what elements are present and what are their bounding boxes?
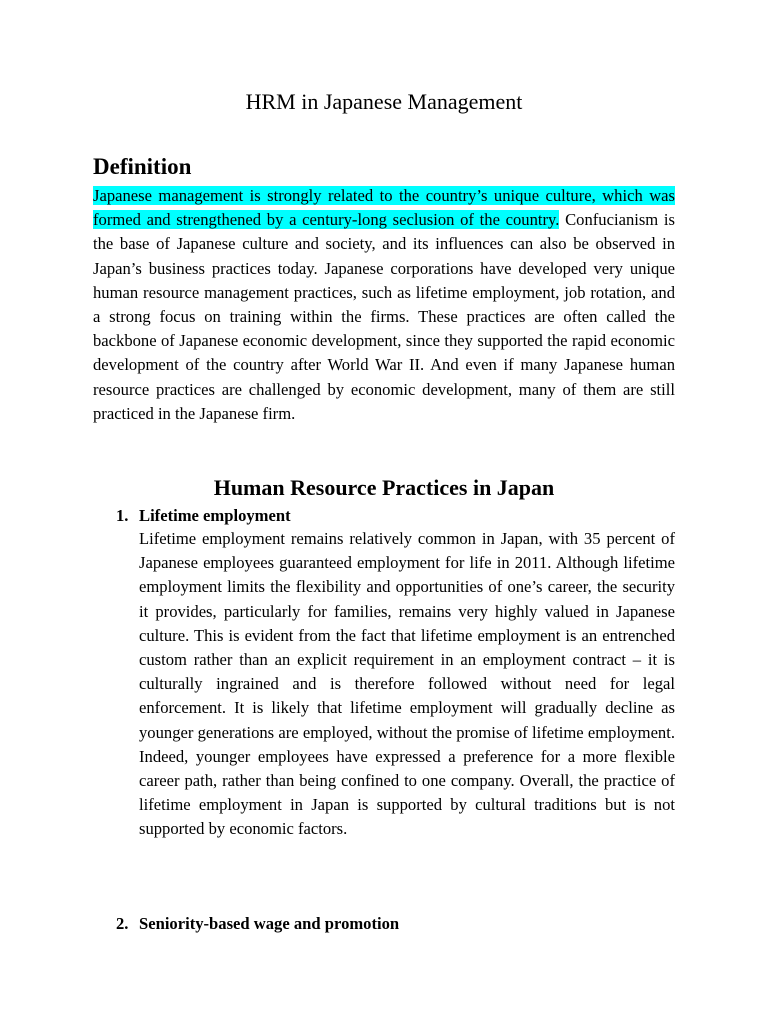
definition-paragraph	[93, 184, 675, 426]
definition-heading: Definition	[93, 154, 192, 179]
list-item-body: Lifetime employment remains relatively common in Japan, with 35 percent of Japanese employees guaranteed employment for life in 2011. Although lifetime employment limits the flexibility and opportunities of one’s career, the security it provides, particularly for families, remains very highly valued in Japanese culture. This is evident from the fact that lifetime employment is an entrenched custom rather than an explicit requirement in an employment contract – it is culturally ingrained and is therefore followed without need for legal enforcement. It is likely that lifetime employment will gradually decline as younger generations are employed, without the promise of lifetime employment. Indeed, younger employees have expressed a preference for a more flexible career path, rather than being confined to one company. Overall, the practice of lifetime employment in Japan is supported by cultural traditions but is not supported by economic factors.	[139, 529, 675, 839]
list-item-number: 2.	[116, 914, 129, 933]
highlighted-text: Japanese management is strongly related to the country’s unique culture, which was formed and strengthened by a century-long seclusion of the country.	[93, 186, 675, 230]
practices-heading: Human Resource Practices in Japan	[213, 475, 555, 500]
list-item-title: Lifetime employment	[139, 506, 291, 525]
document-title: HRM in Japanese Management	[245, 89, 523, 114]
list-item-title: Seniority-based wage and promotion	[139, 914, 400, 933]
list-item-number: 1.	[116, 506, 129, 525]
definition-text: Confucianism is the base of Japanese culture and society, and its influences can also be observed in Japan’s business practices today. Japanese corporations have developed very unique human resource management practices, such as lifetime employment, job rotation, and a strong focus on training within the firms. These practices are often called the backbone of Japanese economic development, since they supported the rapid economic development of the country after World War II. And even if many Japanese human resource practices are challenged by economic development, many of them are still practiced in the Japanese firm.	[93, 210, 675, 423]
